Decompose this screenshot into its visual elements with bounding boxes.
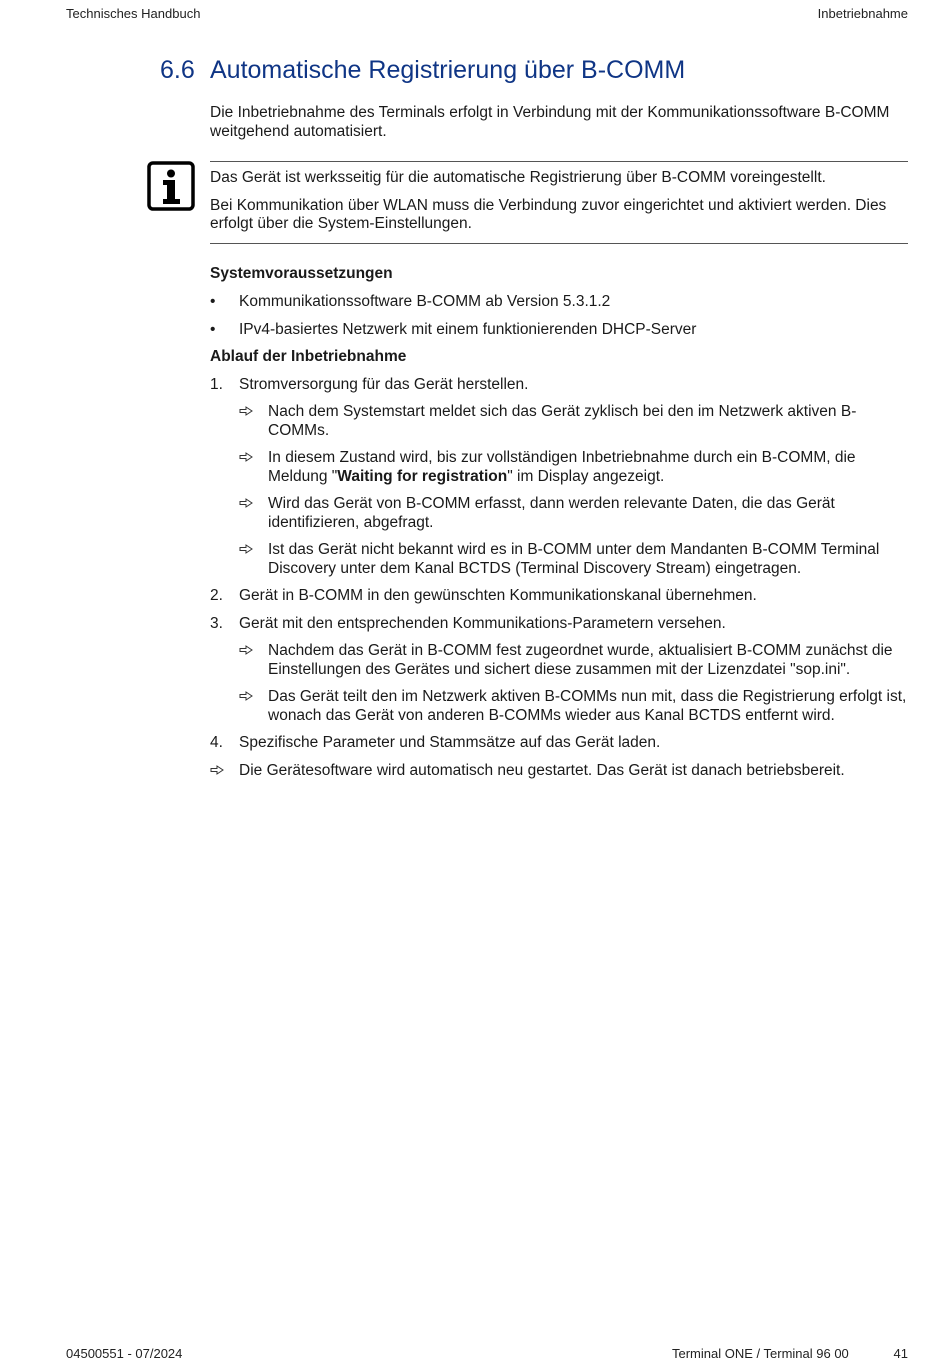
step-item xyxy=(210,615,908,634)
step-item xyxy=(210,734,908,753)
step-item xyxy=(210,587,908,606)
step-number: 2. xyxy=(210,587,223,604)
result-item xyxy=(239,449,908,486)
result-item xyxy=(239,688,908,725)
result-arrow-icon xyxy=(210,762,224,781)
section-title-text: Automatische Registrierung über B-COMM xyxy=(210,56,686,84)
header-left: Technisches Handbuch xyxy=(66,6,201,21)
final-result-text: Die Gerätesoftware wird automatisch neu gestartet. Das Gerät ist danach betriebsbereit. xyxy=(239,761,845,779)
main-content xyxy=(210,104,908,780)
step-text: Stromversorgung für das Gerät herstellen. xyxy=(239,375,529,393)
result-arrow-icon xyxy=(239,495,253,514)
note-text-2: Bei Kommunikation über WLAN muss die Verbindung zuvor eingerichtet und aktiviert werden. Dies erfolgt über die System-Einstellungen. xyxy=(210,196,887,232)
requirement-item xyxy=(210,293,908,312)
result-arrow-icon xyxy=(239,541,253,560)
requirement-text: Kommunikationssoftware B-COMM ab Version 5.3.1.2 xyxy=(239,293,611,310)
footer-product: Terminal ONE / Terminal 96 00 xyxy=(672,1346,849,1361)
result-text: Wird das Gerät von B-COMM erfasst, dann werden relevante Daten, die das Gerät identifizieren, abgefragt. xyxy=(268,495,835,531)
result-text: Nach dem Systemstart meldet sich das Gerät zyklisch bei den im Netzwerk aktiven B-COMMs. xyxy=(268,403,857,439)
header-right: Inbetriebnahme xyxy=(817,6,908,21)
bullet-icon: • xyxy=(210,293,216,310)
display-message: Waiting for registration xyxy=(337,467,508,485)
requirement-text: IPv4-basiertes Netzwerk mit einem funktionierenden DHCP-Server xyxy=(239,320,697,338)
info-icon xyxy=(147,161,195,211)
step-item xyxy=(210,376,908,395)
step-number: 3. xyxy=(210,614,223,632)
step-text: Gerät in B-COMM in den gewünschten Kommunikationskanal übernehmen. xyxy=(239,587,757,604)
section-number: 6.6 xyxy=(160,56,195,84)
step-text: Gerät mit den entsprechenden Kommunikations-Parametern versehen. xyxy=(239,614,726,632)
result-item xyxy=(239,642,908,679)
result-arrow-icon xyxy=(239,449,253,468)
result-arrow-icon xyxy=(239,688,253,707)
note-text-1: Das Gerät ist werksseitig für die automatische Registrierung über B-COMM voreingestellt. xyxy=(210,169,826,186)
footer-doc-number: 04500551 - 07/2024 xyxy=(66,1346,183,1361)
final-result xyxy=(210,762,908,781)
info-note xyxy=(210,161,908,244)
section-title xyxy=(160,56,685,85)
result-item xyxy=(239,495,908,532)
intro-paragraph: Die Inbetriebnahme des Terminals erfolgt in Verbindung mit der Kommunikationssoftware B-COMM weitgehend automatisiert. xyxy=(210,104,890,140)
step-number: 1. xyxy=(210,375,223,393)
page-number: 41 xyxy=(893,1346,908,1361)
result-arrow-icon xyxy=(239,642,253,661)
requirement-item xyxy=(210,321,908,340)
result-text: Das Gerät teilt den im Netzwerk aktiven B-COMMs nun mit, dass die Registrierung erfolgt ist, wonach das Gerät von anderen B-COMMs wieder aus Kanal BCTDS entfernt wird. xyxy=(268,688,907,724)
result-item xyxy=(239,403,908,440)
result-text: In diesem Zustand wird, bis zur vollständigen Inbetriebnahme durch ein B-COMM, die Meldung "Waiting for registration" im Display angezeigt. xyxy=(268,449,856,485)
bullet-icon: • xyxy=(210,320,216,338)
result-arrow-icon xyxy=(239,403,253,422)
step-number: 4. xyxy=(210,734,223,751)
requirements-heading: Systemvoraussetzungen xyxy=(210,264,393,282)
result-text: Nachdem das Gerät in B-COMM fest zugeordnet wurde, aktualisiert B-COMM zunächst die Einstellungen des Gerätes und sichert diese zusammen mit der Lizenzdatei "sop.ini". xyxy=(268,642,893,678)
result-text: Ist das Gerät nicht bekannt wird es in B-COMM unter dem Mandanten B-COMM Terminal Discovery unter dem Kanal BCTDS (Terminal Discovery Stream) eingetragen. xyxy=(268,541,880,577)
procedure-heading: Ablauf der Inbetriebnahme xyxy=(210,348,407,365)
result-item xyxy=(239,541,908,578)
step-text: Spezifische Parameter und Stammsätze auf das Gerät laden. xyxy=(239,734,661,751)
